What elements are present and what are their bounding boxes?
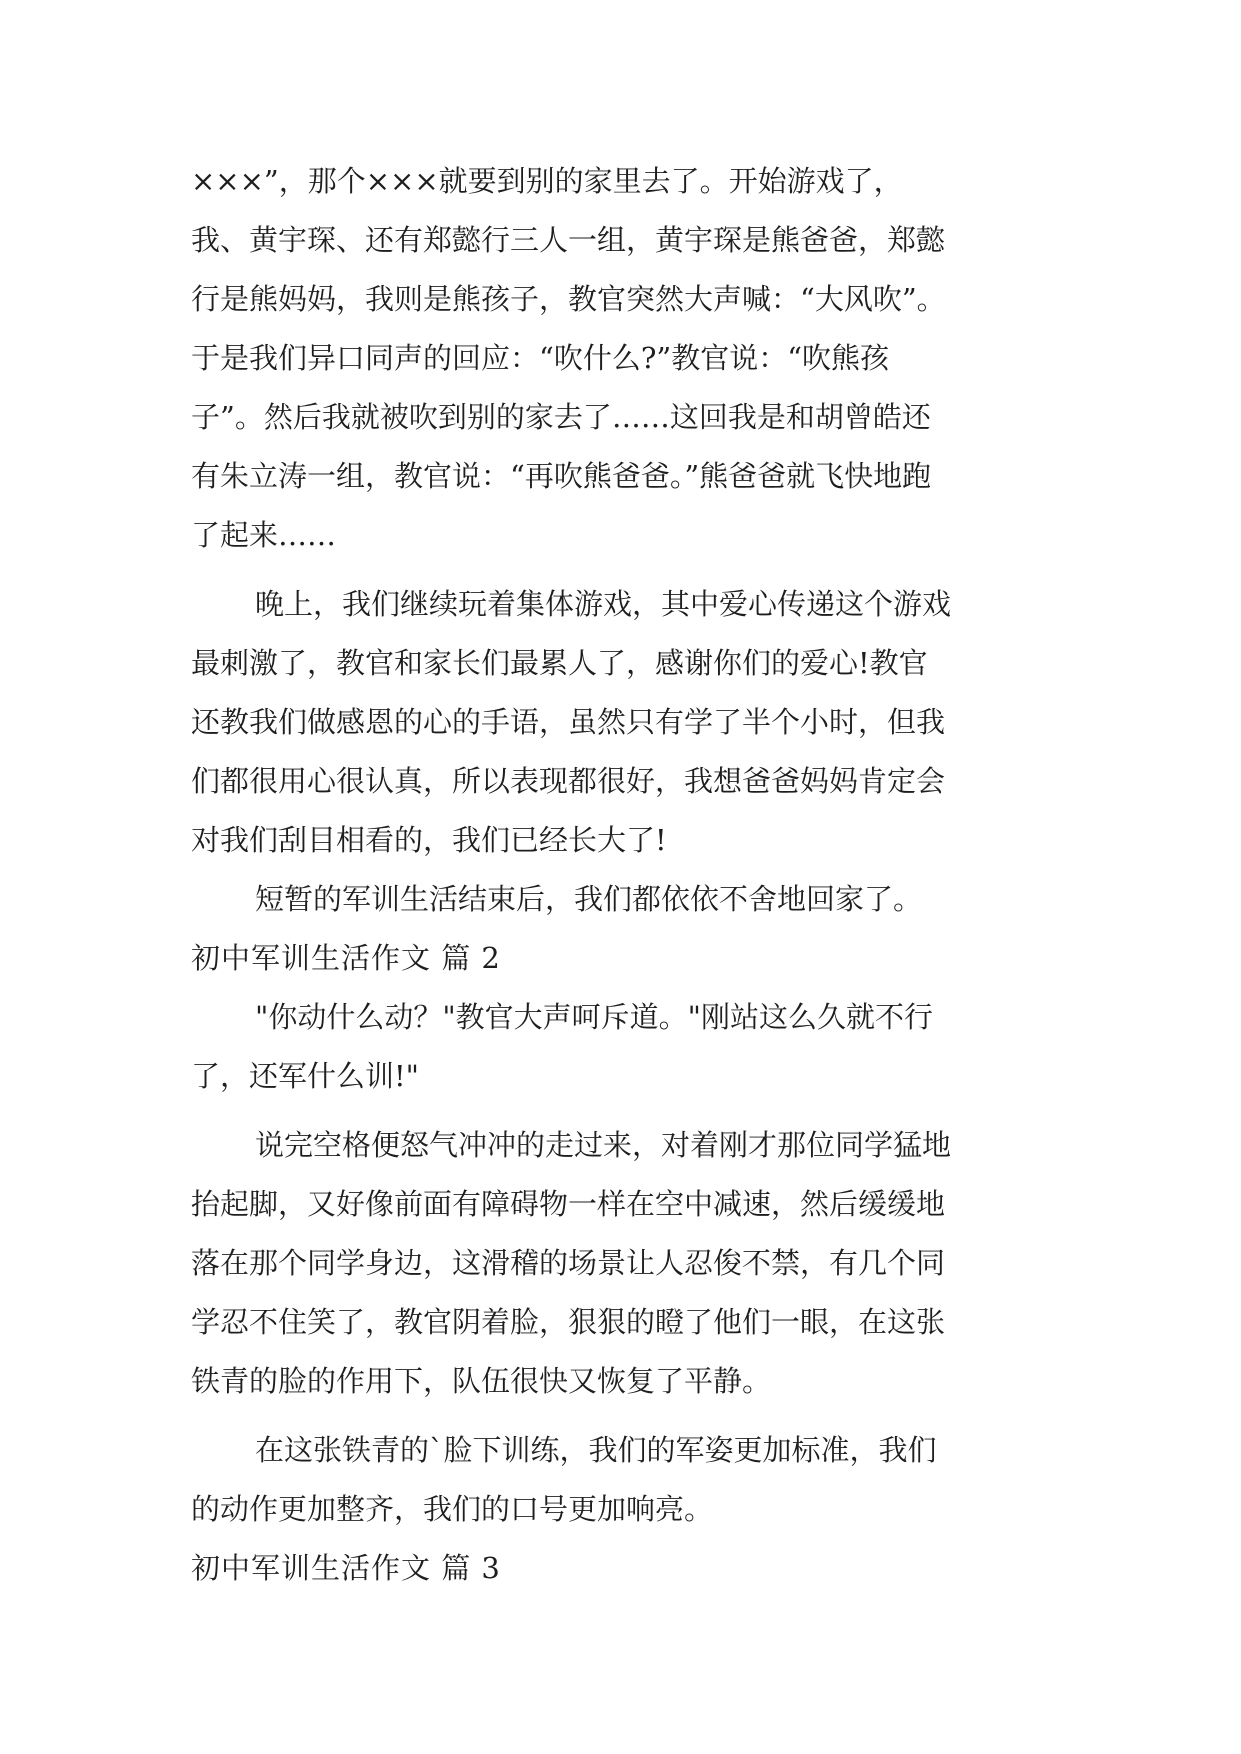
- paragraph-training: [191, 1421, 1091, 1539]
- paragraph-game: [191, 152, 1091, 565]
- text-line: 铁青的脸的作用下，队伍很快又恢复了平静。: [191, 1364, 772, 1398]
- text-line: 最刺激了，教官和家长们最累人了，感谢你们的爱心!教官: [191, 646, 928, 680]
- text-line: 对我们刮目相看的，我们已经长大了!: [191, 823, 667, 857]
- text-line: 了，还军什么训!": [191, 1059, 419, 1093]
- paragraph-instructor: [191, 1116, 1091, 1411]
- text-line: 我、黄宇琛、还有郑懿行三人一组，黄宇琛是熊爸爸，郑懿: [191, 223, 946, 257]
- text-line: 晚上，我们继续玩着集体游戏，其中爱心传递这个游戏: [255, 587, 952, 621]
- text-line: 抬起脚，又好像前面有障碍物一样在空中减速，然后缓缓地: [191, 1187, 946, 1221]
- text-line: 行是熊妈妈，我则是熊孩子，教官突然大声喊：“大风吹”。: [191, 282, 946, 316]
- text-line: 于是我们异口同声的回应：“吹什么?”教官说：“吹熊孩: [191, 341, 890, 375]
- text-line: 了起来……: [191, 518, 337, 552]
- text-line: 子”。然后我就被吹到别的家去了……这回我是和胡曾皓还: [191, 400, 931, 434]
- text-line: 落在那个同学身边，这滑稽的场景让人忍俊不禁，有几个同: [191, 1246, 946, 1280]
- text-line: 短暂的军训生活结束后，我们都依依不舍地回家了。: [255, 882, 923, 916]
- paragraph-evening: [191, 575, 1091, 870]
- text-line: ×××”，那个×××就要到别的家里去了。开始游戏了，: [191, 164, 903, 198]
- section-heading-3: 初中军训生活作文 篇 3: [191, 1551, 501, 1585]
- text-line: "你动什么动？"教官大声呵斥道。"刚站这么久就不行: [255, 1000, 934, 1034]
- section-heading-2: 初中军训生活作文 篇 2: [191, 941, 501, 975]
- text-line: 们都很用心很认真，所以表现都很好，我想爸爸妈妈肯定会: [191, 764, 946, 798]
- text-line: 在这张铁青的`脸下训练，我们的军姿更加标准，我们: [255, 1433, 937, 1467]
- text-line: 还教我们做感恩的心的手语，虽然只有学了半个小时，但我: [191, 705, 946, 739]
- text-line: 学忍不住笑了，教官阴着脸，狠狠的瞪了他们一眼，在这张: [191, 1305, 946, 1339]
- text-line: 的动作更加整齐，我们的口号更加响亮。: [191, 1492, 714, 1526]
- paragraph-quote: [191, 988, 1091, 1106]
- text-line: 说完空格便怒气冲冲的走过来，对着刚才那位同学猛地: [255, 1128, 952, 1162]
- paragraph-ending: [191, 870, 1091, 929]
- article-body: [191, 152, 1091, 1598]
- text-line: 有朱立涛一组，教官说：“再吹熊爸爸。”熊爸爸就飞快地跑: [191, 459, 932, 493]
